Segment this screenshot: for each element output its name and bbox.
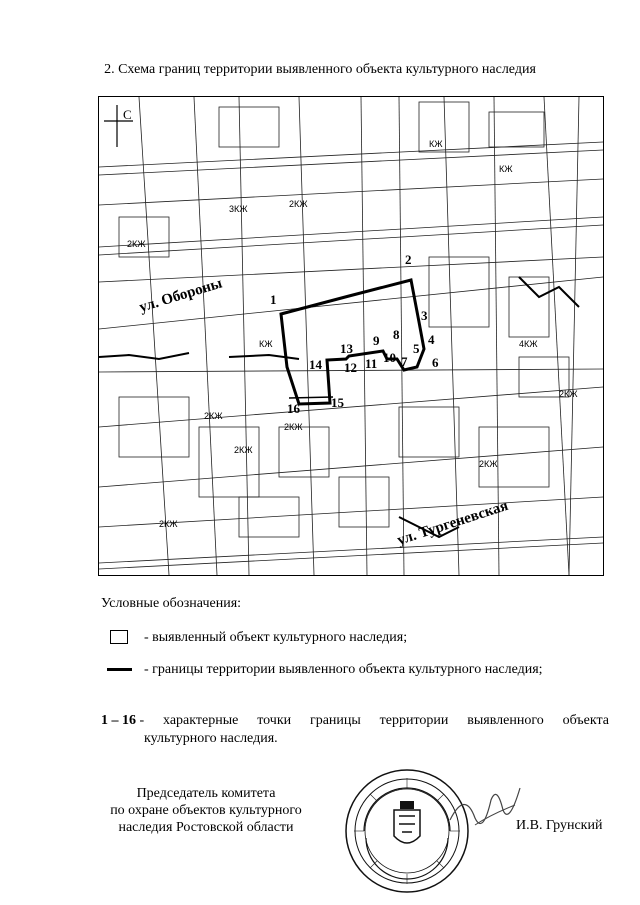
- building-label: КЖ: [429, 139, 443, 149]
- legend-points-word: точки: [257, 713, 292, 728]
- legend-points-word: выявленного: [467, 713, 544, 728]
- point-label-16: 16: [287, 401, 300, 416]
- legend-points-line2: культурного наследия.: [144, 731, 278, 746]
- building-label: КЖ: [499, 164, 513, 174]
- building-label: 2КЖ: [159, 519, 178, 529]
- legend-points: [101, 712, 609, 748]
- legend-points-word: характерные: [163, 713, 239, 728]
- point-label-12: 12: [344, 360, 357, 375]
- street-label-oborony: ул. Обороны: [137, 275, 225, 316]
- legend-title: Условные обозначения:: [101, 596, 242, 611]
- building-label: 2КЖ: [284, 422, 303, 432]
- building-label: 2КЖ: [234, 445, 253, 455]
- legend-boundary-text: - границы территории выявленного объекта культурного наследия;: [144, 662, 543, 677]
- secondary-boundary: [289, 397, 333, 398]
- position-line-1: Председатель комитета: [136, 786, 276, 801]
- point-label-10: 10: [383, 350, 396, 365]
- building-label: 2КЖ: [479, 459, 498, 469]
- legend-object-text: - выявленный объект культурного наследия;: [144, 630, 408, 645]
- cadastral-map: [98, 96, 604, 576]
- building-label: 3КЖ: [229, 204, 248, 214]
- point-label-14: 14: [309, 357, 322, 372]
- building-label: 2КЖ: [204, 411, 223, 421]
- point-label-2: 2: [405, 252, 412, 267]
- north-label: С: [123, 107, 132, 122]
- point-label-7: 7: [401, 354, 408, 369]
- legend-points-dash: -: [139, 713, 145, 728]
- building-label: 2КЖ: [559, 389, 578, 399]
- legend-object-symbol: [110, 630, 128, 644]
- point-label-3: 3: [421, 308, 428, 323]
- position-line-3: наследия Ростовской области: [118, 820, 294, 835]
- point-label-15: 15: [331, 395, 344, 410]
- street-label-turgenevskaya: ул. Тургеневская: [395, 497, 511, 549]
- building-labels: [127, 139, 578, 529]
- legend-points-word: объекта: [562, 713, 609, 728]
- point-label-13: 13: [340, 341, 353, 356]
- point-label-1: 1: [270, 292, 277, 307]
- map-background-lines: [99, 97, 603, 575]
- legend-points-word: территории: [379, 713, 449, 728]
- page-title: 2. Схема границ территории выявленного объекта культурного наследия: [104, 62, 536, 77]
- building-label: 2КЖ: [289, 199, 308, 209]
- signatory-position: [96, 785, 316, 836]
- legend-points-word: границы: [309, 713, 361, 728]
- legend-points-range: 1 – 16: [101, 713, 136, 728]
- north-arrow: [104, 105, 133, 147]
- point-label-9: 9: [373, 333, 380, 348]
- legend-points-lead: [101, 712, 144, 730]
- building-label: 4КЖ: [519, 339, 538, 349]
- point-label-4: 4: [428, 332, 435, 347]
- coat-of-arms-emblem: [394, 801, 420, 843]
- position-line-2: по охране объектов культурного: [110, 803, 302, 818]
- handwritten-signature: [445, 780, 525, 840]
- signatory-name: И.В. Грунский: [516, 818, 603, 833]
- point-label-6: 6: [432, 355, 439, 370]
- building-label: 2КЖ: [127, 239, 146, 249]
- point-label-5: 5: [413, 341, 420, 356]
- building-label: КЖ: [259, 339, 273, 349]
- point-label-11: 11: [365, 356, 378, 371]
- map-drawing: [99, 97, 603, 575]
- point-label-8: 8: [393, 327, 400, 342]
- legend-boundary-symbol: [107, 668, 132, 671]
